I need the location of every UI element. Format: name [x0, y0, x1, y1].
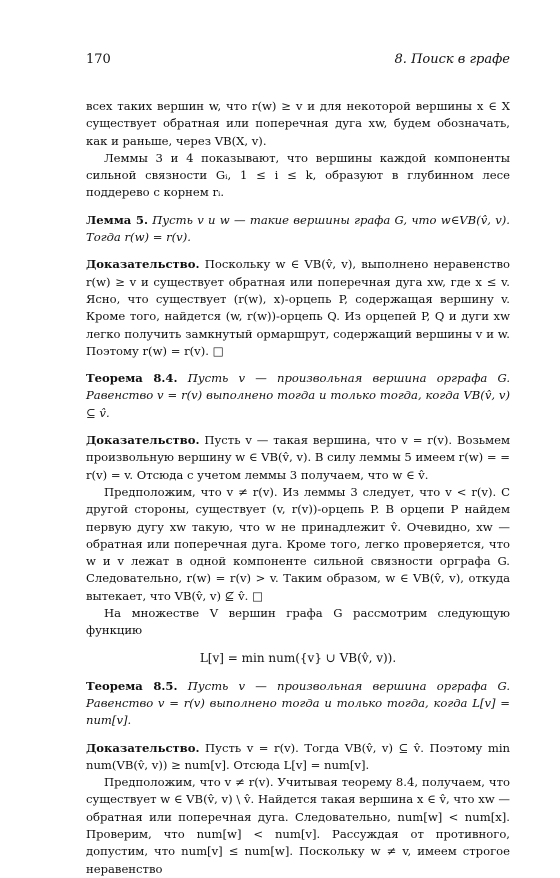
running-header — [86, 52, 510, 67]
chapter-title: 8. Поиск в графе — [394, 52, 510, 67]
proof-text: Поскольку w ∈ VB(v̂, v), выполнено неравенство r(w) ≥ v и существует обратная или поперечная дуга xw, где x ≤ v. Ясно, что существует (r(w), x)-орцепь P, содержащая вершину v. Кроме того, найдется (w, r(w))-орцепь Q. Из орцепей P, Q и дуги xw легко получить замкнутый ормаршрут, содержащий вершины v и w. Поэтому r(w) = r(v). □ — [86, 257, 511, 358]
paragraph: Леммы 3 и 4 показывают, что вершины каждой компоненты сильной связности Gᵢ, 1 ≤ i ≤ k, образуют в глубинном лесе поддерево с корнем rᵢ. — [86, 150, 510, 200]
theorem-title: Теорема 8.4. — [86, 371, 178, 386]
page-number: 170 — [86, 52, 111, 67]
formula: L[v] = min num({v} ∪ VB(v̂, v)). — [199, 650, 397, 665]
theorem-statement: Пусть v — произвольная вершина орграфа G. Равенство v = r(v) выполнено тогда и только тогда, когда L[v] = num[v]. — [86, 678, 511, 728]
proof — [86, 740, 510, 775]
book-page — [86, 52, 510, 878]
paragraph: Предположим, что v ≠ r(v). Из леммы 3 следует, что v < r(v). С другой стороны, существует (v, r(v))-орцепь P. В орцепи P найдем первую дугу xw такую, что w не принадлежит v̂. Очевидно, xw — обратная или поперечная дуга. Кроме того, легко проверяется, что w и v лежат в одной компоненте сильной связности орграфа G. Следовательно, r(w) = r(v) > v. Таким образом, w ∈ VB(v̂, v), откуда вытекает, что VB(v̂, v) ⊈ v̂. □ — [86, 484, 510, 603]
lemma-title: Лемма 5. — [86, 212, 149, 227]
proof-label: Доказательство. — [86, 257, 200, 272]
lemma-statement: Пусть v и w — такие вершины графа G, что w∈VB(v̂, v). Тогда r(w) = r(v). — [86, 212, 510, 245]
paragraph: На множестве V вершин графа G рассмотрим следующую функцию — [86, 606, 510, 638]
lemma-5 — [86, 212, 510, 247]
proof — [86, 256, 510, 360]
proof-text: Пусть v — такая вершина, что v = r(v). Возьмем произвольную вершину w ∈ VB(v̂, v). В силу леммы 5 имеем r(w) = = r(v) = v. Отсюда с учетом леммы 3 получаем, что w ∈ v̂. — [86, 433, 510, 482]
theorem-title: Теорема 8.5. — [86, 678, 178, 693]
proof — [86, 432, 510, 484]
paragraph: Предположим, что v ≠ r(v). Учитывая теорему 8.4, получаем, что существует w ∈ VB(v̂, v) \ v̂. Найдется такая вершина x ∈ v̂, что xw — обратная или поперечная дуга. Следовательно, num[w] < num[x]. Проверим, что num[w] < num[v]. Рассуждая от противного, допустим, что num[v] ≤ num[w]. Поскольку w ≠ v, имеем строгое неравенство — [86, 775, 510, 876]
theorem-statement: Пусть v — произвольная вершина орграфа G. Равенство v = r(v) выполнено тогда и только тогда, когда VB(v̂, v) ⊆ v̂. — [86, 371, 511, 420]
paragraph: всех таких вершин w, что r(w) ≥ v и для некоторой вершины x ∈ X существует обратная или поперечная дуга xw, будем обозначать, как и раньше, через VB(X, v). — [86, 99, 510, 148]
proof-label: Доказательство. — [86, 433, 200, 448]
theorem-8-5 — [86, 678, 510, 730]
proof-text: Пусть v = r(v). Тогда VB(v̂, v) ⊆ v̂. Поэтому min num(VB(v̂, v)) ≥ num[v]. Отсюда L[v] = num[v]. — [86, 740, 511, 772]
proof-label: Доказательство. — [86, 740, 200, 755]
theorem-8-4 — [86, 370, 510, 422]
